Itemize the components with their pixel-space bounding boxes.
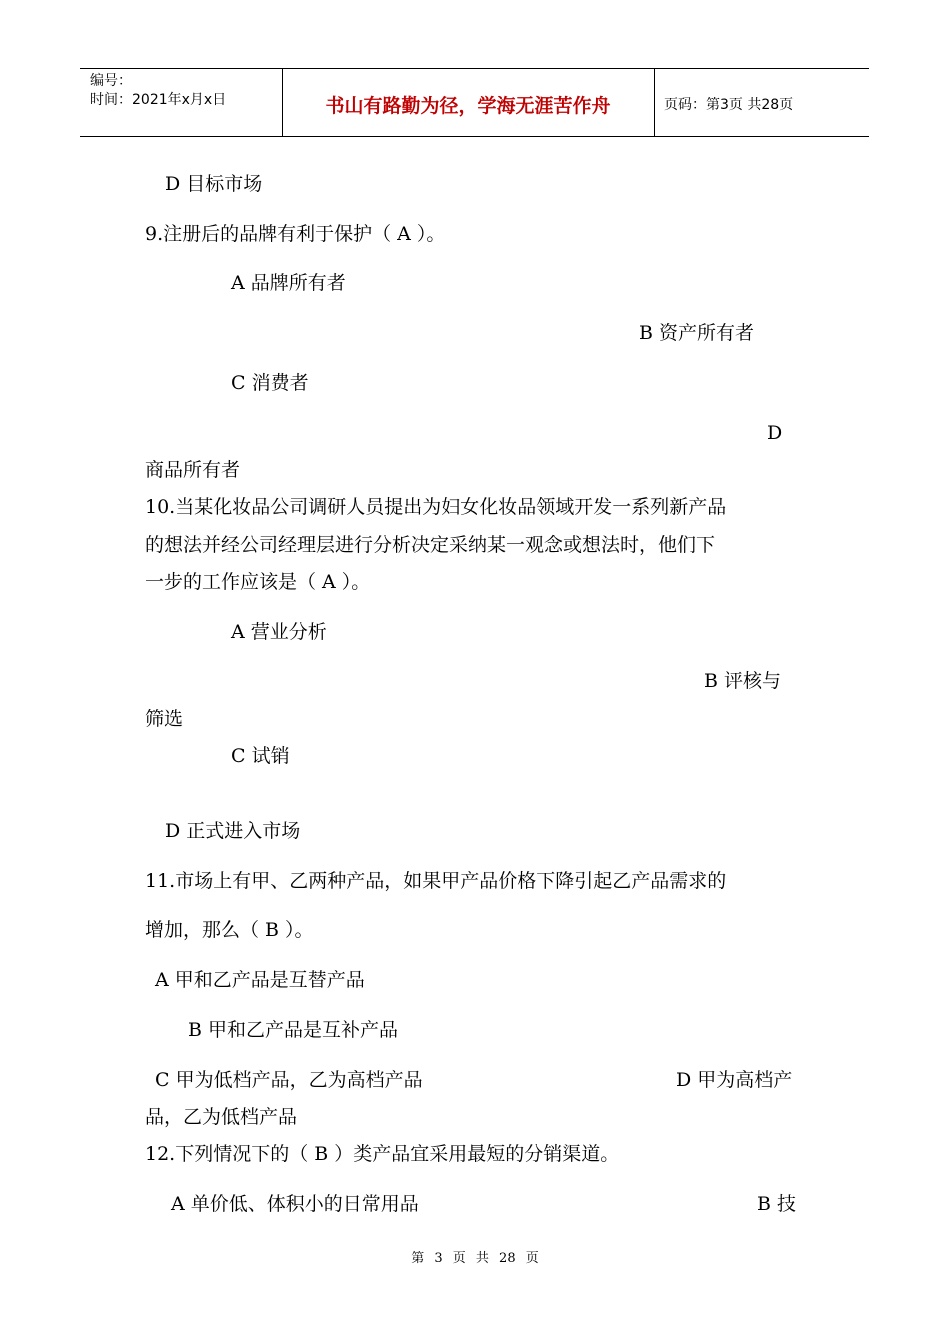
header-page-info: 页码：第3页 共28页 — [664, 97, 794, 113]
header-divider — [654, 69, 655, 136]
question-line: 一步的工作应该是（ A ）。 — [145, 571, 371, 593]
question-line: 12.下列情况下的（ B ）类产品宜采用最短的分销渠道。 — [145, 1143, 620, 1165]
option-line: B 资产所有者 — [639, 322, 755, 344]
question-line: 的想法并经公司经理层进行分析决定采纳某一观念或想法时，他们下 — [145, 534, 716, 556]
question-line: 10.当某化妆品公司调研人员提出为妇女化妆品领域开发一系列新产品 — [145, 496, 727, 518]
page-footer: 第 3 页 共 28 页 — [411, 1251, 539, 1266]
question-line: 增加，那么（ B ）。 — [145, 919, 314, 941]
option-line: A 品牌所有者 — [231, 272, 346, 294]
option-line: A 营业分析 — [231, 621, 327, 643]
option-line: B 甲和乙产品是互补产品 — [188, 1019, 399, 1041]
option-line: B 技 — [757, 1193, 797, 1215]
option-line-continuation: 筛选 — [145, 708, 184, 730]
header-motto: 书山有路勤为径，学海无涯苦作舟 — [325, 95, 611, 117]
option-line: D 目标市场 — [165, 173, 263, 195]
option-line-continuation: 品，乙为低档产品 — [145, 1106, 298, 1128]
option-line: A 单价低、体积小的日常用品 — [171, 1193, 419, 1215]
number-label: 编号： — [90, 73, 132, 89]
document-header — [80, 68, 869, 137]
option-line: C 试销 — [231, 745, 290, 767]
question-line: 11.市场上有甲、乙两种产品，如果甲产品价格下降引起乙产品需求的 — [145, 870, 727, 892]
header-left — [90, 72, 226, 110]
option-line: D 正式进入市场 — [165, 820, 301, 842]
option-line: B 评核与 — [704, 670, 782, 692]
option-line-continuation: 商品所有者 — [145, 459, 241, 481]
time-label: 时间：2021年x月x日 — [90, 92, 227, 108]
option-line: C 消费者 — [231, 372, 309, 394]
option-line: C 甲为低档产品，乙为高档产品 — [155, 1069, 423, 1091]
option-line: D 甲为高档产 — [676, 1069, 793, 1091]
question-line: 9.注册后的品牌有利于保护（ A ）。 — [145, 223, 446, 245]
option-line: D — [767, 422, 783, 444]
option-line: A 甲和乙产品是互替产品 — [155, 969, 365, 991]
